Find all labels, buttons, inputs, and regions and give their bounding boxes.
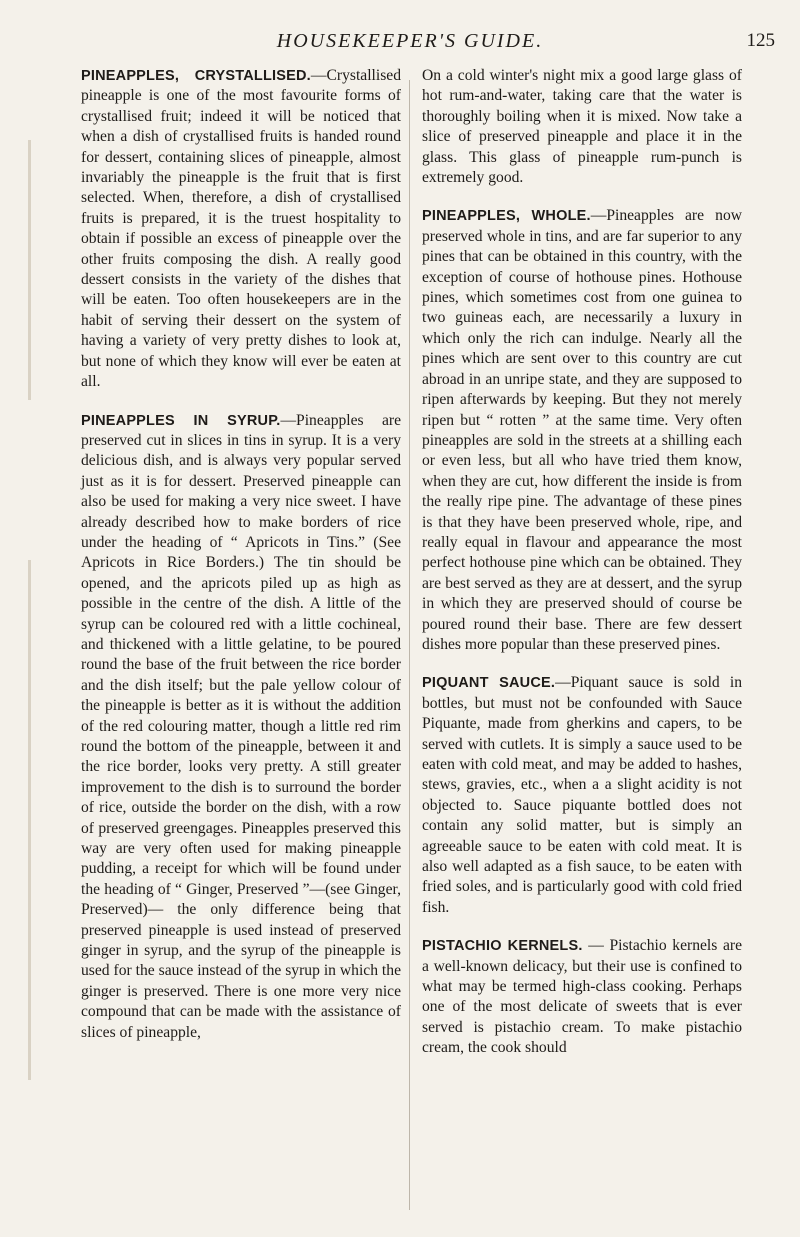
entry-heading: PINEAPPLES, CRYSTALLISED. xyxy=(81,68,311,84)
entry-piquant-sauce xyxy=(422,673,742,918)
column-divider xyxy=(409,80,410,1210)
entry-pineapples-in-syrup xyxy=(81,411,401,1044)
right-column xyxy=(422,66,742,1077)
entry-body: —Crystallised pineapple is one of the most favourite forms of crystallised fruit; indeed it will be noticed that when a dish of crystallised fruits is handed round for dessert, containing slices of pineapple, almost invariably the pineapple is the fruit that is first selected. When, therefore, a dish of crystallised fruits is prepared, it is the truest hospitality to obtain if possible an excess of pineapple over the other fruits composing the dish. A really good dessert consists in the variety of the dishes that will be eaten. Too often housekeepers are in the habit of serving their dessert on the system of having a variety of very pretty dishes to look at, but none of which they know will ever be eaten at all. xyxy=(81,67,401,391)
entry-pineapples-whole xyxy=(422,206,742,655)
page-number: 125 xyxy=(746,30,775,51)
entry-heading: PISTACHIO KERNELS. xyxy=(422,938,583,955)
running-head: HOUSEKEEPER'S GUIDE. xyxy=(276,30,544,52)
entry-pistachio-kernels xyxy=(422,936,742,1058)
scan-shadow xyxy=(28,560,31,1080)
entry-body: —Pineapples are preserved cut in slices in tins in syrup. It is a very delicious dish, and is always very popular served just as it is for dessert. Preserved pineapple can also be used for making a very nice sweet. I have already described how to make borders of rice under the heading of “ Apricots in Tins.” (See Apricots in Rice Borders.) The tin should be opened, and the apricots piled up as high as possible in the centre of the dish. A little of the syrup can be coloured red with a little cochineal, and thickened with a little gelatine, to be poured round the base of the fruit between the rice border and the dish itself; but the pale yellow colour of the pineapple is better as it is without the addition of the red colouring matter, though a little red rim round the bottom of the pineapple, between it and the rice border, looks very pretty. A still greater improvement to the dish is to surround the border of rice, outside the border on the dish, with a row of preserved greengages. Pineapples preserved this way are very often used for making pineapple pudding, a receipt for which will be found under the heading of “ Ginger, Preserved ”—(see Ginger, Preserved)— the only difference being that preserved pineapple is used instead of preserved ginger in syrup, and the syrup of the pineapple is used for the sauce instead of the syrup in which the ginger is preserved. There is one more very nice compound that can be made with the assistance of slices of pineapple, xyxy=(81,411,401,1041)
entry-body: —Pineapples are now preserved whole in tins, and are far superior to any pines that can be obtained in this country, with the exception of course of hothouse pines. Hothouse pines, which sometimes cost from one guinea to two guineas each, are necessarily a luxury in which only the rich can indulge. Nearly all the pines which are sent over to this country are cut abroad in an unripe state, and they are supposed to ripen afterwards by keeping. But they not merely ripen but “ rotten ” at the same time. Very often pineapples are sold in the streets at a shilling each or even less, but all who have tried them know, when they are cut, how different the inside is from the really ripe pine. The advantage of these pines is that they have been preserved whole, ripe, and really equal in flavour and appearance the most perfect hothouse pine which can be obtained. They are best served as they are at dessert, and the syrup in which they are preserved should of course be poured round their base. There are few dessert dishes more popular than these preserved pines. xyxy=(422,207,743,653)
page-header xyxy=(60,30,775,70)
scan-shadow xyxy=(28,140,31,400)
entry-heading: PINEAPPLES, WHOLE. xyxy=(422,208,591,225)
entry-heading: PINEAPPLES IN SYRUP. xyxy=(81,412,281,429)
left-column xyxy=(81,66,401,1061)
entry-heading: PIQUANT SAUCE. xyxy=(422,675,556,692)
entry-pineapples-crystallised xyxy=(81,66,401,393)
entry-body: On a cold winter's night mix a good large glass of hot rum-and-water, taking care that the water is thoroughly boiling when it is mixed. Now take a slice of preserved pineapple and place it in the glass. This glass of pineapple rum-punch is extremely good. xyxy=(422,67,742,187)
entry-continuation xyxy=(422,66,742,188)
entry-body: —Piquant sauce is sold in bottles, but must not be confounded with Sauce Piquante, made from gherkins and capers, to be served with cutlets. It is simply a sauce used to be eaten with cold meat, and may be added to hashes, stews, gravies, etc., when a a slight acidity is not objected to. Sauce piquante bottled does not contain any solid matter, but is simply an agreeable sauce to be eaten with cold meat. It is also well adapted as a fish sauce, to be eaten with fried soles, and is particularly good with cold fried fish. xyxy=(422,674,742,916)
entry-body: — Pistachio kernels are a well-known delicacy, but their use is confined to what may be termed high-class cooking. Perhaps one of the most delicate of sweets that is ever served is pistachio cream. To make pistachio cream, the cook should xyxy=(422,937,742,1057)
